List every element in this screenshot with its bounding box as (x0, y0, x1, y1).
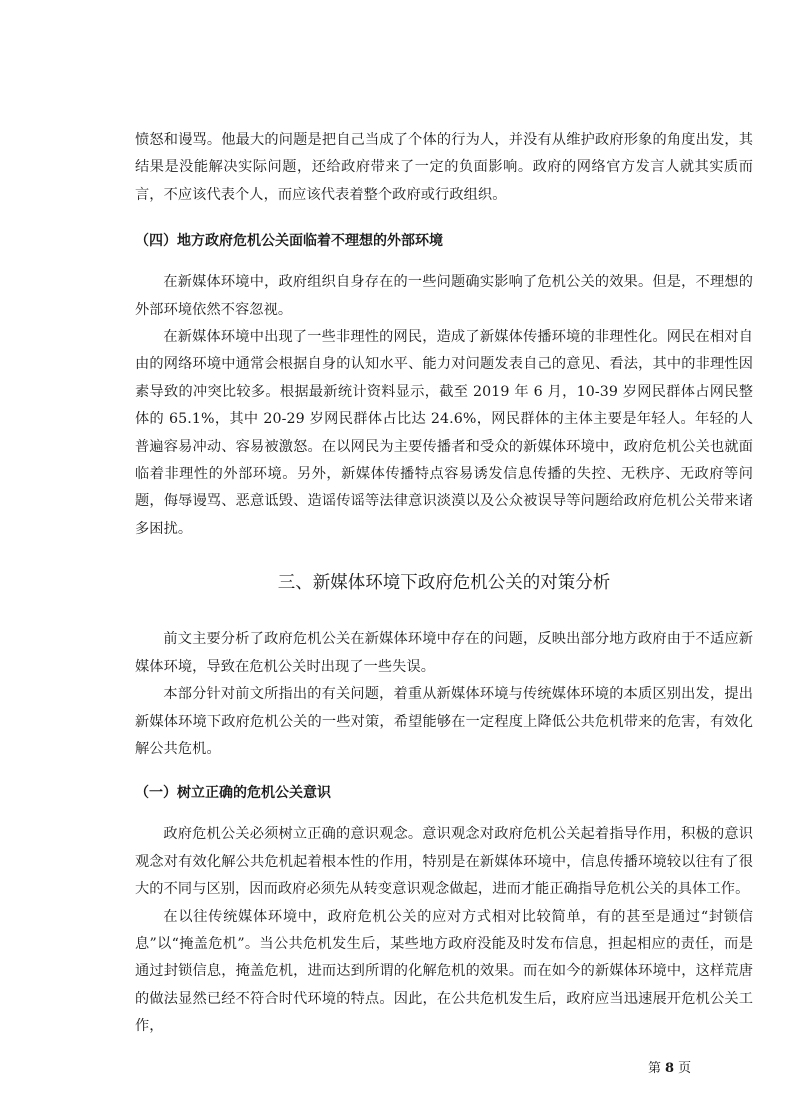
section-heading: 三、新媒体环境下政府危机公关的对策分析 (277, 573, 611, 594)
page-number-prefix: 第 (648, 1061, 662, 1076)
paragraph: 在以往传统媒体环境中，政府危机公关的应对方式相对比较简单，有的甚至是通过“封锁信息”以“掩盖危机”。当公共危机发生后，某些地方政府没能及时发布信息，担起相应的责任，而是通过封锁信息，掩盖危机，进而达到所谓的化解危机的效果。而在如今的新媒体环境中，这样荒唐的做法显然已经不符合时代环境的特点。因此，在公共危机发生后，政府应当迅速展开危机公关工作， (135, 908, 753, 1035)
paragraph: 前文主要分析了政府危机公关在新媒体环境中存在的问题，反映出部分地方政府由于不适应新媒体环境，导致在危机公关时出现了一些失误。 (135, 631, 753, 675)
page-content (135, 127, 753, 1041)
paragraph: 在新媒体环境中出现了一些非理性的网民，造成了新媒体传播环境的非理性化。网民在相对自由的网络环境中通常会根据自身的认知水平、能力对问题发表自己的意见、看法，其中的非理性因素导致的冲突比较多。根据最新统计资料显示，截至 2019 年 6 月，10-39 岁网民群体占网民整体的 65.1%，其中 20-29 岁网民群体占比达 24.6%，网民群体的主体主要是年轻人。年轻的人普遍容易冲动、容易被激怒。在以网民为主要传播者和受众的新媒体环境中，政府危机公关也就面临着非理性的外部环境。另外，新媒体传播特点容易诱发信息传播的失控、无秩序、无政府等问题，侮辱谩骂、恶意诋毁、造谣传谣等法律意识淡漠以及公众被误导等问题给政府危机公关带来诸多困扰。 (135, 329, 753, 537)
paragraph: 政府危机公关必须树立正确的意识观念。意识观念对政府危机公关起着指导作用，积极的意识观念对有效化解公共危机起着根本性的作用，特别是在新媒体环境中，信息传播环境较以往有了很大的不同与区别，因而政府必须先从转变意识观念做起，进而才能正确指导危机公关的具体工作。 (135, 826, 753, 898)
subheading-four: （四）地方政府危机公关面临着不理想的外部环境 (135, 233, 443, 250)
paragraph: 本部分针对前文所指出的有关问题，着重从新媒体环境与传统媒体环境的本质区别出发，提出新媒体环境下政府危机公关的一些对策，希望能够在一定程度上降低公共危机带来的危害，有效化解公共危机。 (135, 686, 753, 757)
page-number-suffix: 页 (678, 1061, 692, 1076)
paragraph-continued: 愤怒和谩骂。他最大的问题是把自己当成了个体的行为人，并没有从维护政府形象的角度出发，其结果是没能解决实际问题，还给政府带来了一定的负面影响。政府的网络官方发言人就其实质而言，不应该代表个人，而应该代表着整个政府或行政组织。 (135, 132, 753, 203)
subheading-one: （一）树立正确的危机公关意识 (135, 785, 331, 802)
page-number (648, 1060, 691, 1078)
paragraph: 在新媒体环境中，政府组织自身存在的一些问题确实影响了危机公关的效果。但是，不理想的外部环境依然不容忽视。 (135, 274, 753, 318)
page-number-value: 8 (665, 1061, 675, 1076)
